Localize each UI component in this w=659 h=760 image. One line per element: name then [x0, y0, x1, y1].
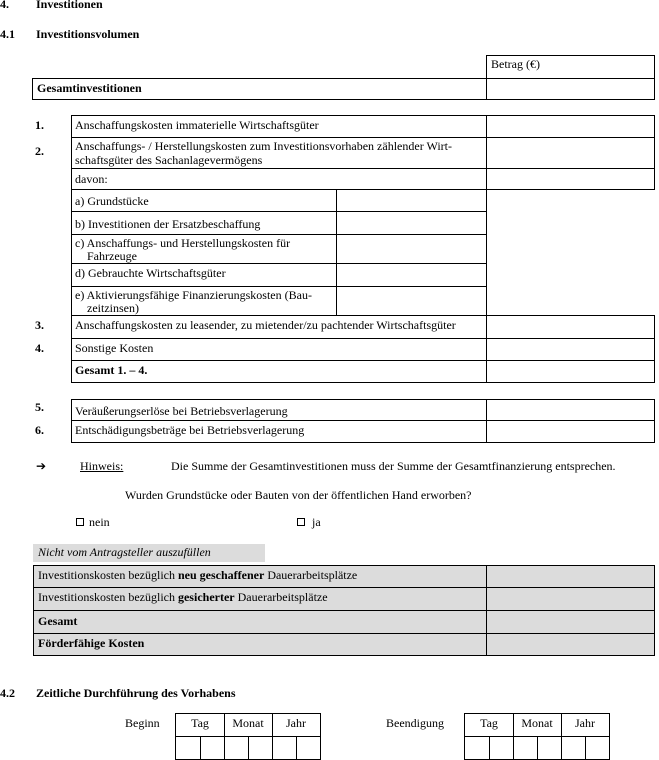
subsection-2-number: 4.2	[0, 686, 15, 700]
gesamtinvestitionen-label-cell	[32, 78, 487, 100]
row-4-number: 4.	[35, 341, 44, 355]
sub-c-label-line2: Fahrzeuge	[87, 249, 137, 263]
office-row-4-label: Förderfähige Kosten	[38, 636, 145, 650]
beginn-label: Beginn	[125, 716, 160, 730]
beendigung-monat-input[interactable]	[513, 736, 561, 760]
row-5-label: Veräußerungserlöse bei Betriebsverlagerung	[75, 404, 288, 418]
office-row-1-amount[interactable]	[486, 565, 655, 588]
sub-e-amount[interactable]	[336, 286, 487, 316]
davon-amount[interactable]	[486, 168, 655, 190]
sub-d-amount[interactable]	[336, 263, 487, 287]
row-3-number: 3.	[35, 318, 44, 332]
office-row-3-label-cell	[33, 610, 487, 634]
row-6-label: Entschädigungsbeträge bei Betriebsverlagerung	[75, 423, 305, 437]
sub-e-label-line2: zeitzinsen)	[87, 301, 139, 315]
row-1-label: Anschaffungskosten immaterielle Wirtschaftsgüter	[75, 118, 319, 132]
subsection-2-title: Zeitliche Durchführung des Vorhabens	[36, 686, 236, 700]
office-row-2-amount[interactable]	[486, 587, 655, 611]
row-4-amount[interactable]	[486, 338, 655, 361]
row-6-number: 6.	[35, 423, 44, 437]
row-3-amount[interactable]	[486, 315, 655, 339]
hinweis-label: Hinweis:	[80, 459, 124, 473]
sub-d-label-cell	[71, 263, 337, 287]
beginn-monat-header: Monat	[232, 716, 264, 730]
hinweis-arrow-icon: ➔	[36, 459, 47, 473]
sub-c-label-cell	[71, 234, 337, 264]
sub-b-label-cell	[71, 211, 337, 235]
row-1-number: 1.	[35, 118, 44, 132]
beendigung-jahr-input[interactable]	[561, 736, 609, 760]
office-row-1-label: Investitionskosten bezüglich neu geschaffener Dauerarbeitsplätze	[38, 568, 358, 582]
beginn-tag-input[interactable]	[176, 736, 224, 760]
office-use-header-text: Nicht vom Antragsteller auszufüllen	[38, 545, 211, 559]
row-5-label-cell	[71, 399, 487, 421]
office-row-2-label-cell	[33, 587, 487, 611]
beendigung-jahr-header: Jahr	[575, 716, 595, 730]
betrag-header-cell	[486, 55, 655, 79]
beendigung-tag-input[interactable]	[465, 736, 513, 760]
office-row-3-amount[interactable]	[486, 610, 655, 634]
sub-b-amount[interactable]	[336, 211, 487, 235]
beginn-jahr-header: Jahr	[286, 716, 306, 730]
sub-c-amount[interactable]	[336, 234, 487, 264]
betrag-header: Betrag (€)	[491, 57, 540, 71]
row-1-amount[interactable]	[486, 115, 655, 138]
hinweis-text: Die Summe der Gesamtinvestitionen muss der Summe der Gesamtfinanzierung entsprechen.	[171, 459, 616, 473]
office-row-4-amount[interactable]	[486, 633, 655, 656]
gesamt-1-4-label: Gesamt 1. – 4.	[75, 363, 148, 377]
gesamtinvestitionen-amount[interactable]	[486, 78, 655, 100]
sub-a-label: a) Grundstücke	[75, 194, 149, 208]
subsection-title: Investitionsvolumen	[36, 27, 140, 41]
row-3-label: Anschaffungskosten zu leasender, zu mietender/zu pachtender Wirtschaftsgüter	[75, 318, 456, 332]
beendigung-date-box	[464, 713, 610, 760]
office-row-2-label: Investitionskosten bezüglich gesicherter Dauerarbeitsplätze	[38, 590, 328, 604]
gesamt-1-4-amount[interactable]	[486, 360, 655, 383]
beginn-jahr-input[interactable]	[272, 736, 320, 760]
section-number: 4.	[0, 0, 9, 11]
row-6-amount[interactable]	[486, 420, 655, 443]
sub-e-label-cell	[71, 286, 337, 316]
row-4-label-cell	[71, 338, 487, 361]
row-1-label-cell	[71, 115, 487, 138]
ja-label: ja	[312, 515, 321, 529]
sub-b-label: b) Investitionen der Ersatzbeschaffung	[75, 217, 261, 231]
beendigung-tag-header: Tag	[480, 716, 498, 730]
row-2-label-line1: Anschaffungs- / Herstellungskosten zum Investitionsvorhaben zählender Wirt-	[75, 139, 452, 153]
row-2-amount[interactable]	[486, 137, 655, 169]
sub-a-label-cell	[71, 189, 337, 212]
beginn-monat-input[interactable]	[224, 736, 272, 760]
office-row-4-label-cell	[33, 633, 487, 656]
row-2-label-cell	[71, 137, 487, 169]
gesamtinvestitionen-label: Gesamtinvestitionen	[37, 81, 142, 95]
office-use-header	[33, 544, 265, 562]
row-3-label-cell	[71, 315, 487, 339]
row-6-label-cell	[71, 420, 487, 443]
ja-checkbox[interactable]	[297, 518, 305, 526]
sub-c-label-line1: c) Anschaffungs- und Herstellungskosten für	[75, 236, 291, 250]
row-4-label: Sonstige Kosten	[75, 341, 154, 355]
beginn-date-box	[175, 713, 321, 760]
nein-checkbox[interactable]	[76, 518, 84, 526]
davon-label-cell	[71, 168, 487, 190]
row-2-number: 2.	[35, 144, 44, 158]
row-5-amount[interactable]	[486, 399, 655, 421]
office-row-3-label: Gesamt	[38, 614, 78, 628]
subsection-number: 4.1	[0, 27, 15, 41]
row-2-label-line2: schaftsgüter des Sachanlagevermögens	[75, 153, 263, 167]
row-5-number: 5.	[35, 400, 44, 414]
beginn-tag-header: Tag	[191, 716, 209, 730]
office-row-1-label-cell	[33, 565, 487, 588]
beendigung-monat-header: Monat	[521, 716, 553, 730]
sub-d-label: d) Gebrauchte Wirtschaftsgüter	[75, 266, 226, 280]
davon-label: davon:	[75, 172, 108, 186]
nein-label: nein	[89, 515, 110, 529]
gesamt-1-4-label-cell	[71, 360, 487, 383]
section-title: Investitionen	[36, 0, 103, 11]
sub-e-label-line1: e) Aktivierungsfähige Finanzierungskosten (Bau-	[75, 288, 312, 302]
sub-a-amount[interactable]	[336, 189, 487, 212]
question-text: Wurden Grundstücke oder Bauten von der öffentlichen Hand erworben?	[125, 488, 472, 502]
beendigung-label: Beendigung	[386, 716, 444, 730]
